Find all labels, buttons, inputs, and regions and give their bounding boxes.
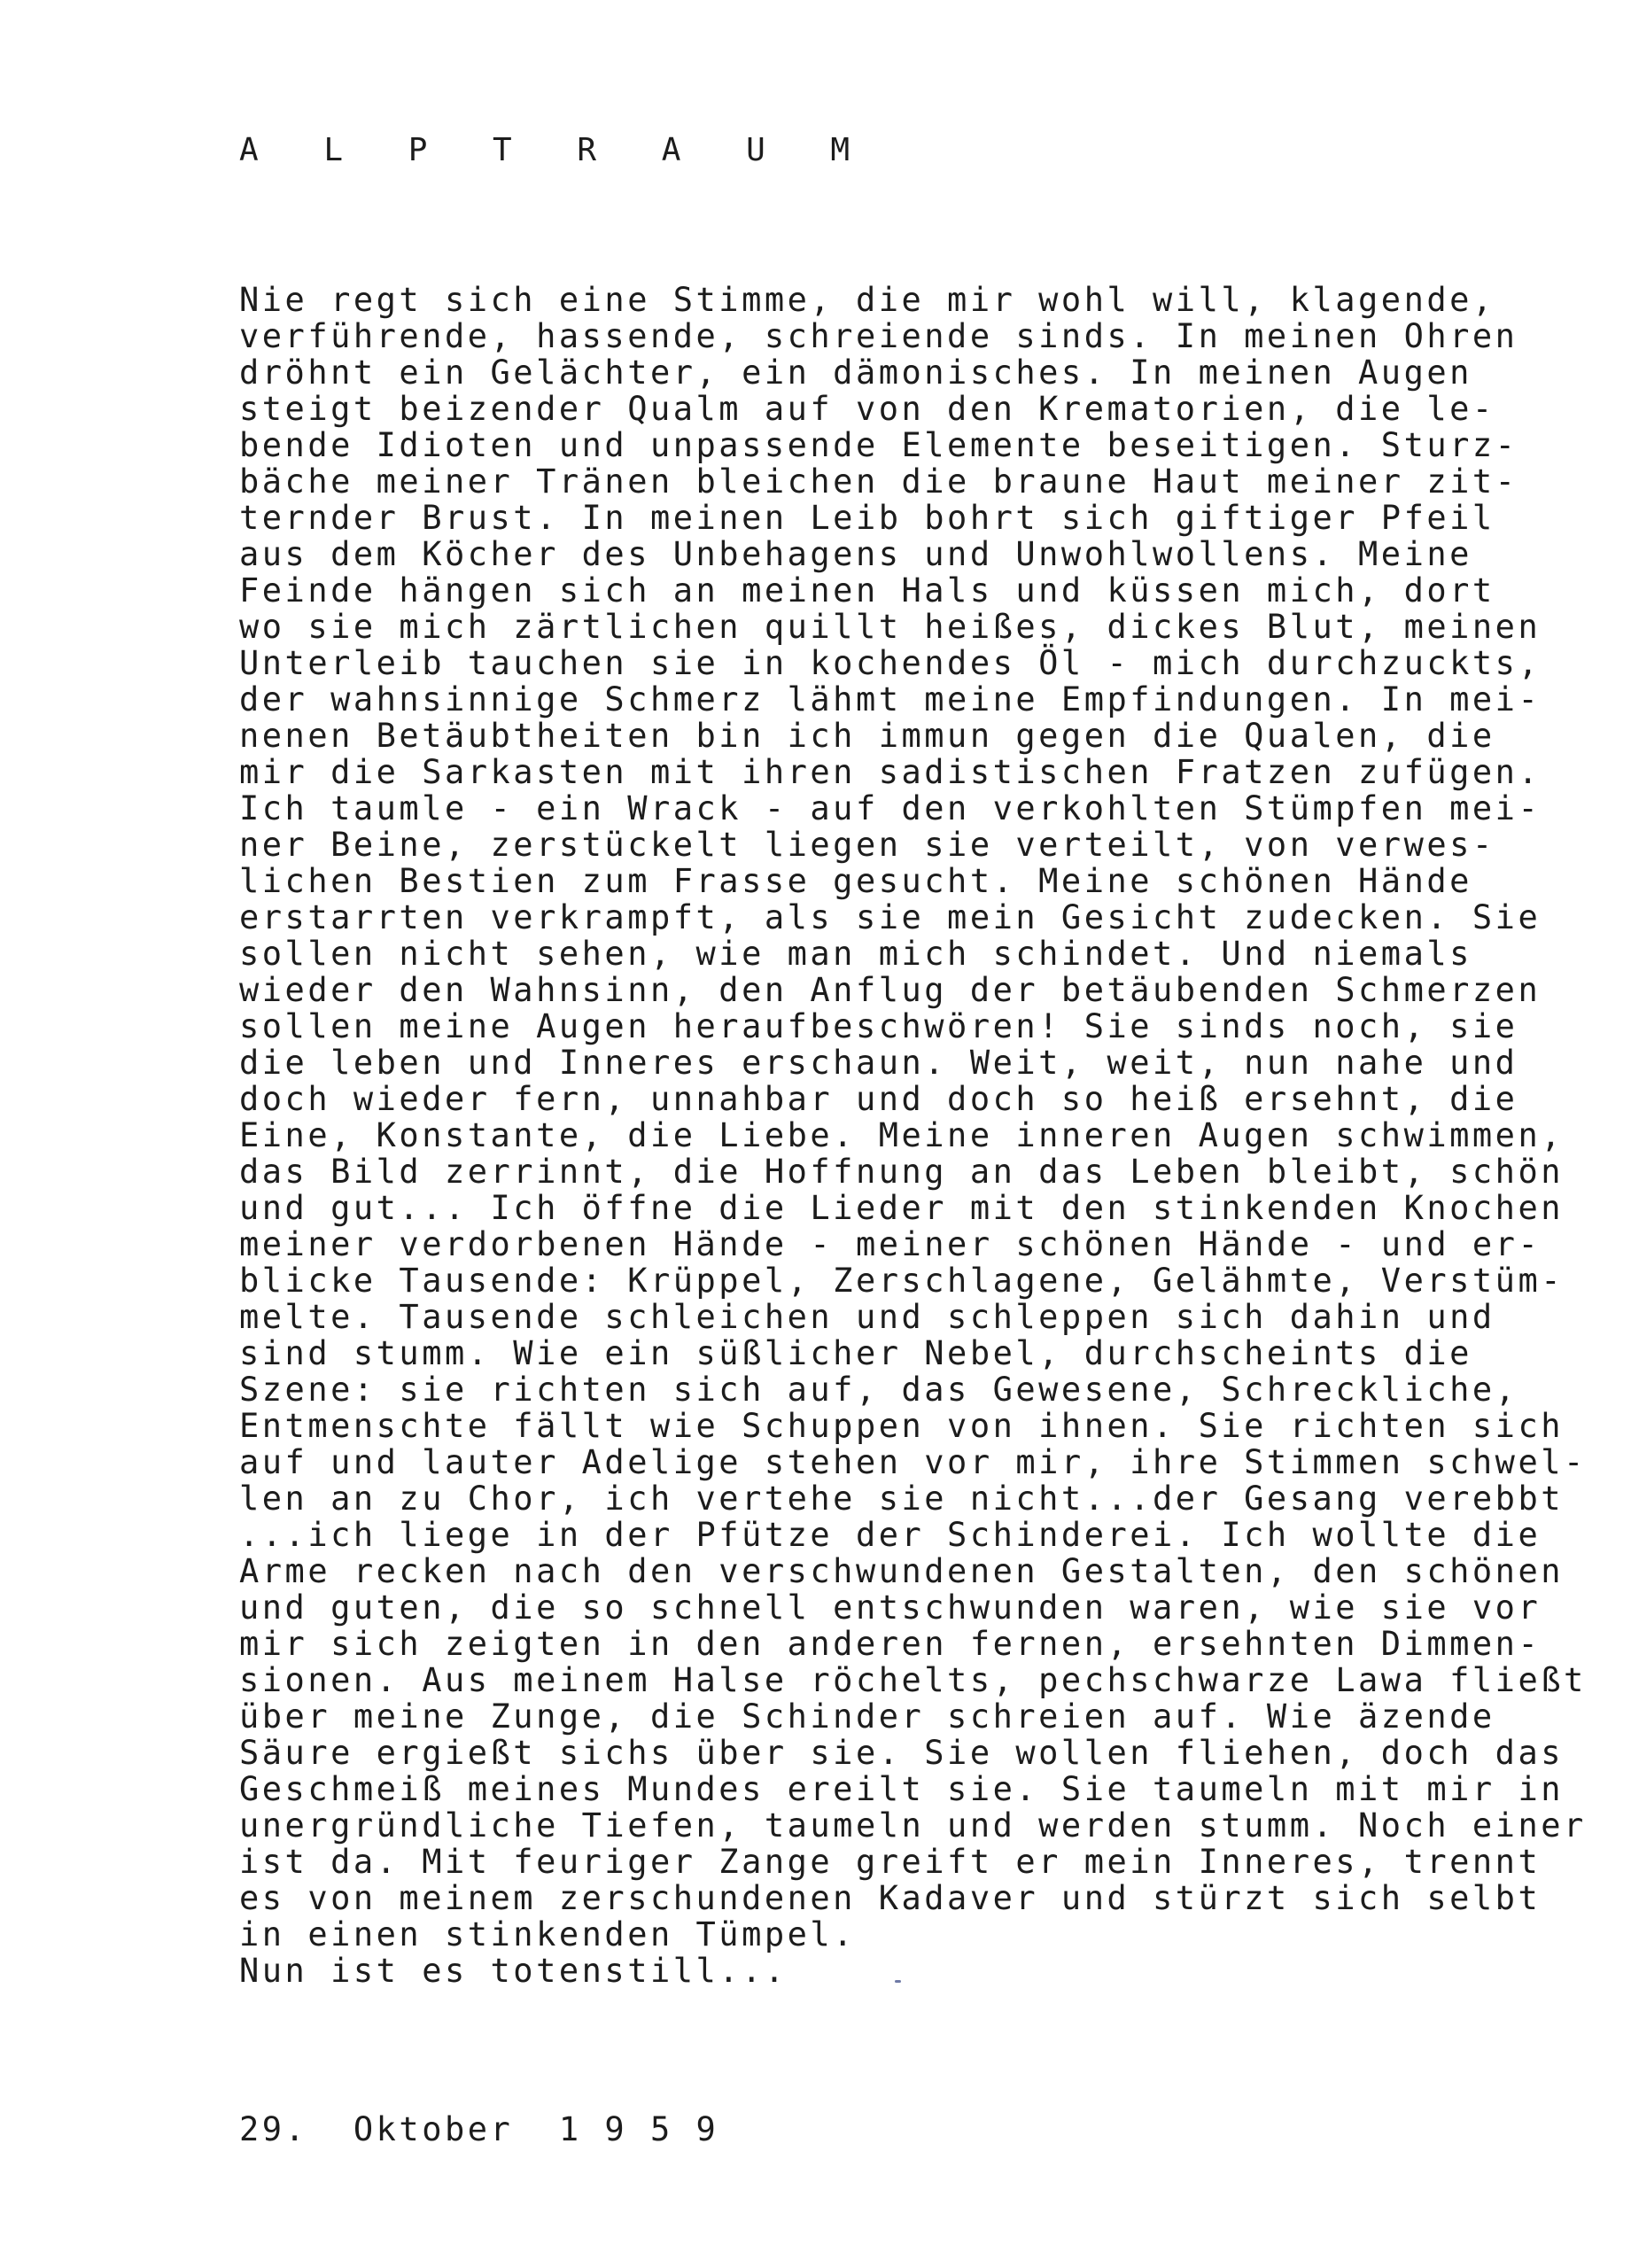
document-title: A L P T R A U M	[239, 132, 874, 168]
text-line: und guten, die so schnell entschwunden waren, wie sie vor	[239, 1588, 1542, 1627]
text-line: das Bild zerrinnt, die Hoffnung an das Leben bleibt, schön	[239, 1153, 1565, 1191]
text-line: in einen stinkenden Tümpel.	[239, 1915, 856, 1953]
text-line: Feinde hängen sich an meinen Hals und küssen mich, dort	[239, 571, 1495, 610]
text-line: der wahnsinnige Schmerz lähmt meine Empfindungen. In mei-	[239, 680, 1542, 718]
text-line: auf und lauter Adelige stehen vor mir, ihre Stimmen schwel-	[239, 1443, 1587, 1481]
text-line: Nie regt sich eine Stimme, die mir wohl will, klagende,	[239, 281, 1495, 319]
text-line: Ich taumle - ein Wrack - auf den verkohlten Stümpfen mei-	[239, 789, 1542, 827]
text-line: bäche meiner Tränen bleichen die braune Haut meiner zit-	[239, 462, 1518, 501]
text-line: blicke Tausende: Krüppel, Zerschlagene, Gelähmte, Verstüm-	[239, 1262, 1565, 1300]
text-line: aus dem Köcher des Unbehagens und Unwohlwollens. Meine	[239, 535, 1472, 573]
text-line: ner Beine, zerstückelt liegen sie verteilt, von verwes-	[239, 826, 1495, 864]
text-line: sind stumm. Wie ein süßlicher Nebel, durchscheints die	[239, 1334, 1472, 1372]
text-line: doch wieder fern, unnahbar und doch so heiß ersehnt, die	[239, 1080, 1518, 1118]
text-line: melte. Tausende schleichen und schleppen sich dahin und	[239, 1298, 1495, 1336]
text-line: unergründliche Tiefen, taumeln und werden stumm. Noch einer	[239, 1806, 1587, 1845]
text-line: sollen meine Augen heraufbeschwören! Sie sinds noch, sie	[239, 1007, 1518, 1045]
text-line: Eine, Konstante, die Liebe. Meine inneren Augen schwimmen,	[239, 1116, 1565, 1154]
text-line: steigt beizender Qualm auf von den Krematorien, die le-	[239, 390, 1495, 428]
text-line: über meine Zunge, die Schinder schreien auf. Wie äzende	[239, 1697, 1495, 1736]
text-line: die leben und Inneres erschaun. Weit, weit, nun nahe und	[239, 1044, 1518, 1082]
ink-speck	[895, 1980, 901, 1983]
body-text	[239, 281, 1587, 1990]
text-line: ist da. Mit feuriger Zange greift er mein Inneres, trennt	[239, 1843, 1542, 1881]
text-line: lichen Bestien zum Frasse gesucht. Meine schönen Hände	[239, 862, 1472, 900]
text-line: wieder den Wahnsinn, den Anflug der betäubenden Schmerzen	[239, 971, 1542, 1009]
text-line: Geschmeiß meines Mundes ereilt sie. Sie taumeln mit mir in	[239, 1770, 1565, 1808]
text-line: dröhnt ein Gelächter, ein dämonisches. In meinen Augen	[239, 353, 1472, 392]
document-date: 29. Oktober 1 9 5 9	[239, 2110, 719, 2148]
text-line: es von meinem zerschundenen Kadaver und stürzt sich selbt	[239, 1879, 1542, 1917]
text-line: Arme recken nach den verschwundenen Gestalten, den schönen	[239, 1552, 1565, 1590]
text-line: bende Idioten und unpassende Elemente beseitigen. Sturz-	[239, 426, 1518, 464]
text-line: sollen nicht sehen, wie man mich schindet. Und niemals	[239, 935, 1472, 973]
text-line: sionen. Aus meinem Halse röchelts, pechschwarze Lawa fließt	[239, 1661, 1587, 1699]
text-line: mir die Sarkasten mit ihren sadistischen Fratzen zufügen.	[239, 753, 1542, 791]
text-line: meiner verdorbenen Hände - meiner schönen Hände - und er-	[239, 1225, 1542, 1263]
text-line: nenen Betäubtheiten bin ich immun gegen die Qualen, die	[239, 717, 1495, 755]
text-line: ...ich liege in der Pfütze der Schinderei. Ich wollte die	[239, 1516, 1542, 1554]
text-line: Entmenschte fällt wie Schuppen von ihnen. Sie richten sich	[239, 1407, 1565, 1445]
text-line: mir sich zeigten in den anderen fernen, ersehnten Dimmen-	[239, 1625, 1542, 1663]
text-line: wo sie mich zärtlichen quillt heißes, dickes Blut, meinen	[239, 608, 1542, 646]
text-line: und gut... Ich öffne die Lieder mit den stinkenden Knochen	[239, 1189, 1565, 1227]
text-line: ternder Brust. In meinen Leib bohrt sich giftiger Pfeil	[239, 499, 1495, 537]
text-line: Nun ist es totenstill...	[239, 1952, 788, 1990]
text-line: erstarrten verkrampft, als sie mein Gesicht zudecken. Sie	[239, 898, 1542, 936]
text-line: verführende, hassende, schreiende sinds. In meinen Ohren	[239, 317, 1518, 355]
text-line: Säure ergießt sichs über sie. Sie wollen fliehen, doch das	[239, 1734, 1565, 1772]
text-line: Szene: sie richten sich auf, das Gewesene, Schreckliche,	[239, 1371, 1518, 1409]
text-line: len an zu Chor, ich vertehe sie nicht...der Gesang verebbt	[239, 1480, 1565, 1518]
text-line: Unterleib tauchen sie in kochendes Öl - mich durchzuckts,	[239, 644, 1542, 682]
